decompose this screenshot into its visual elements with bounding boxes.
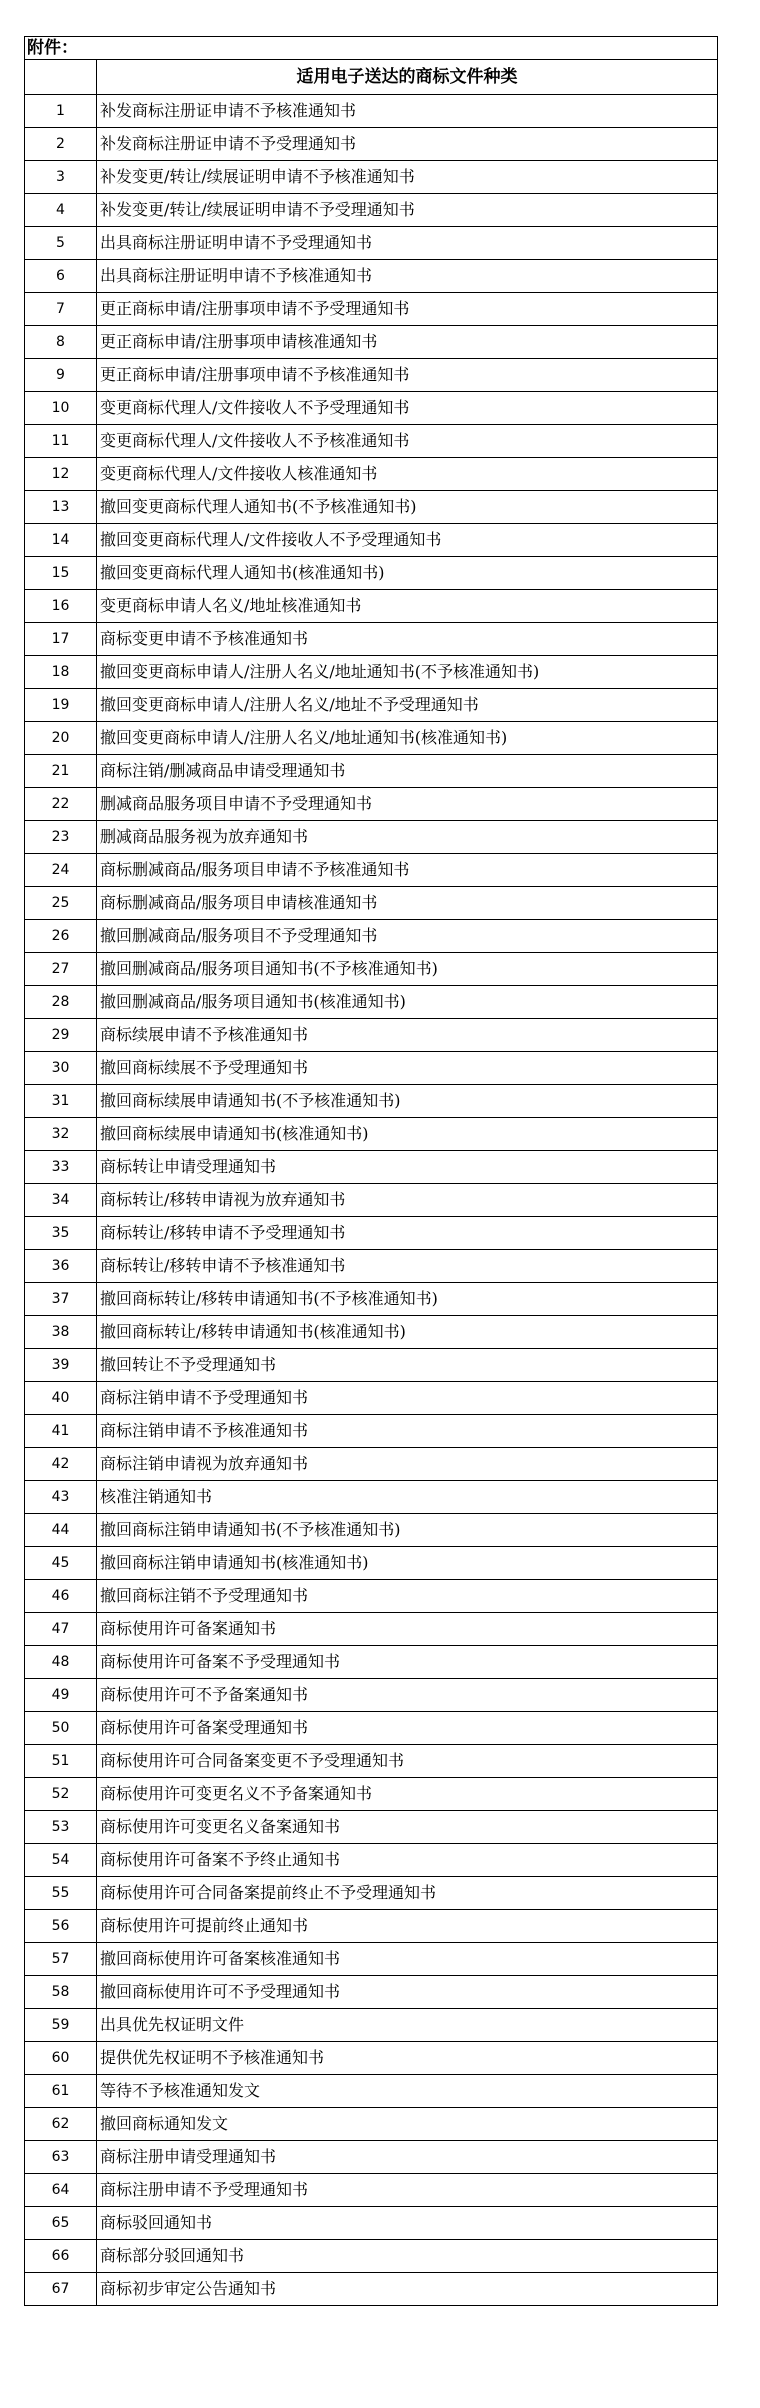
table-row [25,1349,718,1382]
row-number-cell[interactable]: 22 [25,788,97,821]
table-row [25,161,718,194]
row-number-cell[interactable]: 56 [25,1910,97,1943]
document-name-cell[interactable]: 商标转让/移转申请不予受理通知书 [97,1217,718,1250]
row-number-cell[interactable]: 54 [25,1844,97,1877]
table-row [25,95,718,128]
row-number-cell[interactable]: 17 [25,623,97,656]
document-name-cell[interactable]: 撤回变更商标代理人通知书(核准通知书) [97,557,718,590]
table-row [25,2174,718,2207]
document-name-cell[interactable]: 补发商标注册证申请不予受理通知书 [97,128,718,161]
row-number-cell[interactable]: 32 [25,1118,97,1151]
table-row [25,491,718,524]
row-number-cell[interactable]: 43 [25,1481,97,1514]
row-number-cell[interactable]: 55 [25,1877,97,1910]
row-number-cell[interactable]: 61 [25,2075,97,2108]
table-title[interactable]: 适用电子送达的商标文件种类 [97,60,718,95]
row-number-cell[interactable]: 4 [25,194,97,227]
row-number-cell[interactable]: 29 [25,1019,97,1052]
document-name-cell[interactable]: 变更商标申请人名义/地址核准通知书 [97,590,718,623]
row-number-cell[interactable]: 47 [25,1613,97,1646]
document-name-cell[interactable]: 商标驳回通知书 [97,2207,718,2240]
table-row [25,326,718,359]
document-name-cell[interactable]: 撤回删减商品/服务项目通知书(核准通知书) [97,986,718,1019]
row-number-cell[interactable]: 39 [25,1349,97,1382]
document-name-cell[interactable]: 撤回删减商品/服务项目通知书(不予核准通知书) [97,953,718,986]
row-number-cell[interactable]: 41 [25,1415,97,1448]
table-row [25,887,718,920]
table-row [25,1448,718,1481]
document-name-cell[interactable]: 商标注销申请不予核准通知书 [97,1415,718,1448]
table-row [25,1316,718,1349]
row-number-cell[interactable]: 49 [25,1679,97,1712]
row-number-cell[interactable]: 16 [25,590,97,623]
table-row [25,425,718,458]
row-number-cell[interactable]: 14 [25,524,97,557]
row-number-cell[interactable]: 40 [25,1382,97,1415]
document-name-cell[interactable]: 更正商标申请/注册事项申请不予核准通知书 [97,359,718,392]
row-number-cell[interactable]: 19 [25,689,97,722]
table-row [25,1910,718,1943]
document-name-cell[interactable]: 撤回变更商标代理人通知书(不予核准通知书) [97,491,718,524]
document-name-cell[interactable]: 商标使用许可合同备案提前终止不予受理通知书 [97,1877,718,1910]
row-number-cell[interactable]: 51 [25,1745,97,1778]
table-row [25,227,718,260]
row-number-cell[interactable]: 57 [25,1943,97,1976]
document-name-cell[interactable]: 商标注册申请受理通知书 [97,2141,718,2174]
table-body [25,37,718,2306]
document-name-cell[interactable]: 撤回商标注销不予受理通知书 [97,1580,718,1613]
table-row [25,2273,718,2306]
row-number-cell[interactable]: 37 [25,1283,97,1316]
document-name-cell[interactable]: 等待不予核准通知发文 [97,2075,718,2108]
document-name-cell[interactable]: 商标使用许可变更名义不予备案通知书 [97,1778,718,1811]
attachment-row [25,37,718,60]
row-number-cell[interactable]: 13 [25,491,97,524]
row-number-cell[interactable]: 6 [25,260,97,293]
document-name-cell[interactable]: 核准注销通知书 [97,1481,718,1514]
table-row [25,953,718,986]
document-name-cell[interactable]: 商标使用许可备案不予终止通知书 [97,1844,718,1877]
table-row [25,1250,718,1283]
row-number-cell[interactable]: 1 [25,95,97,128]
table-row [25,392,718,425]
row-number-cell[interactable]: 45 [25,1547,97,1580]
document-name-cell[interactable]: 更正商标申请/注册事项申请核准通知书 [97,326,718,359]
row-number-cell[interactable]: 36 [25,1250,97,1283]
table-row [25,1217,718,1250]
document-name-cell[interactable]: 商标初步审定公告通知书 [97,2273,718,2306]
document-name-cell[interactable]: 撤回删减商品/服务项目不予受理通知书 [97,920,718,953]
row-number-cell[interactable]: 33 [25,1151,97,1184]
row-number-cell[interactable]: 62 [25,2108,97,2141]
document-name-cell[interactable]: 商标转让申请受理通知书 [97,1151,718,1184]
table-row [25,821,718,854]
row-number-cell[interactable]: 34 [25,1184,97,1217]
document-name-cell[interactable]: 更正商标申请/注册事项申请不予受理通知书 [97,293,718,326]
table-row [25,1382,718,1415]
row-number-cell[interactable]: 11 [25,425,97,458]
table-row [25,689,718,722]
table-row [25,2075,718,2108]
document-name-cell[interactable]: 撤回商标使用许可备案核准通知书 [97,1943,718,1976]
row-number-cell[interactable]: 30 [25,1052,97,1085]
table-row [25,1844,718,1877]
row-number-cell[interactable]: 25 [25,887,97,920]
table-row [25,755,718,788]
table-row [25,458,718,491]
row-number-cell[interactable]: 59 [25,2009,97,2042]
row-number-cell[interactable]: 67 [25,2273,97,2306]
row-number-cell[interactable]: 35 [25,1217,97,1250]
row-number-cell[interactable]: 5 [25,227,97,260]
trademark-document-table [24,36,718,2306]
table-row [25,2240,718,2273]
row-number-cell[interactable]: 20 [25,722,97,755]
document-name-cell[interactable]: 撤回商标通知发文 [97,2108,718,2141]
table-row [25,2009,718,2042]
table-row [25,2207,718,2240]
row-number-cell[interactable]: 60 [25,2042,97,2075]
document-name-cell[interactable]: 商标注册申请不予受理通知书 [97,2174,718,2207]
table-row [25,1283,718,1316]
table-row [25,1778,718,1811]
document-name-cell[interactable]: 变更商标代理人/文件接收人不予受理通知书 [97,392,718,425]
document-name-cell[interactable]: 商标注销申请不予受理通知书 [97,1382,718,1415]
document-name-cell[interactable]: 商标转让/移转申请视为放弃通知书 [97,1184,718,1217]
table-row [25,1976,718,2009]
document-name-cell[interactable]: 出具商标注册证明申请不予核准通知书 [97,260,718,293]
table-row [25,590,718,623]
row-number-cell[interactable]: 23 [25,821,97,854]
document-name-cell[interactable]: 撤回变更商标申请人/注册人名义/地址通知书(不予核准通知书) [97,656,718,689]
row-number-cell[interactable]: 65 [25,2207,97,2240]
row-number-cell[interactable]: 12 [25,458,97,491]
document-name-cell[interactable]: 商标转让/移转申请不予核准通知书 [97,1250,718,1283]
document-name-cell[interactable]: 撤回变更商标申请人/注册人名义/地址通知书(核准通知书) [97,722,718,755]
table-row [25,1580,718,1613]
row-number-cell[interactable]: 8 [25,326,97,359]
table-row [25,1943,718,1976]
row-number-cell[interactable]: 24 [25,854,97,887]
row-number-cell[interactable]: 48 [25,1646,97,1679]
table-row [25,1151,718,1184]
table-row [25,854,718,887]
row-number-cell[interactable]: 63 [25,2141,97,2174]
row-number-cell[interactable]: 44 [25,1514,97,1547]
row-number-cell[interactable]: 64 [25,2174,97,2207]
document-name-cell[interactable]: 商标使用许可备案受理通知书 [97,1712,718,1745]
document-name-cell[interactable]: 商标使用许可合同备案变更不予受理通知书 [97,1745,718,1778]
table-row [25,260,718,293]
document-name-cell[interactable]: 商标使用许可备案通知书 [97,1613,718,1646]
document-name-cell[interactable]: 提供优先权证明不予核准通知书 [97,2042,718,2075]
row-number-cell[interactable]: 31 [25,1085,97,1118]
table-row [25,788,718,821]
row-number-cell[interactable]: 52 [25,1778,97,1811]
document-name-cell[interactable]: 补发变更/转让/续展证明申请不予核准通知书 [97,161,718,194]
row-number-cell[interactable]: 38 [25,1316,97,1349]
table-row [25,293,718,326]
row-number-cell[interactable]: 18 [25,656,97,689]
row-number-cell[interactable]: 53 [25,1811,97,1844]
row-number-cell[interactable]: 7 [25,293,97,326]
document-name-cell[interactable]: 出具优先权证明文件 [97,2009,718,2042]
row-number-cell[interactable]: 2 [25,128,97,161]
document-name-cell[interactable]: 商标部分驳回通知书 [97,2240,718,2273]
table-row [25,1547,718,1580]
document-name-cell[interactable]: 商标使用许可不予备案通知书 [97,1679,718,1712]
table-row [25,128,718,161]
table-row [25,194,718,227]
row-number-cell[interactable]: 21 [25,755,97,788]
table-row [25,1415,718,1448]
table-row [25,1184,718,1217]
document-name-cell[interactable]: 撤回商标续展申请通知书(不予核准通知书) [97,1085,718,1118]
row-number-cell[interactable]: 9 [25,359,97,392]
table-row [25,1052,718,1085]
document-name-cell[interactable]: 撤回商标注销申请通知书(不予核准通知书) [97,1514,718,1547]
table-row [25,1118,718,1151]
document-name-cell[interactable]: 商标删减商品/服务项目申请核准通知书 [97,887,718,920]
document-name-cell[interactable]: 商标使用许可提前终止通知书 [97,1910,718,1943]
document-name-cell[interactable]: 商标删减商品/服务项目申请不予核准通知书 [97,854,718,887]
table-row [25,1613,718,1646]
table-row [25,1679,718,1712]
table-row [25,1514,718,1547]
table-row [25,359,718,392]
document-name-cell[interactable]: 商标使用许可变更名义备案通知书 [97,1811,718,1844]
document-name-cell[interactable]: 撤回变更商标代理人/文件接收人不予受理通知书 [97,524,718,557]
document-name-cell[interactable]: 商标使用许可备案不予受理通知书 [97,1646,718,1679]
row-number-cell[interactable]: 27 [25,953,97,986]
row-number-cell[interactable]: 46 [25,1580,97,1613]
row-number-cell[interactable]: 10 [25,392,97,425]
header-row [25,60,718,95]
document-name-cell[interactable]: 撤回商标转让/移转申请通知书(不予核准通知书) [97,1283,718,1316]
table-row [25,2108,718,2141]
table-row [25,2042,718,2075]
row-number-cell[interactable]: 28 [25,986,97,1019]
row-number-cell[interactable]: 66 [25,2240,97,2273]
document-name-cell[interactable]: 商标变更申请不予核准通知书 [97,623,718,656]
document-name-cell[interactable]: 出具商标注册证明申请不予受理通知书 [97,227,718,260]
table-row [25,986,718,1019]
table-row [25,1811,718,1844]
document-name-cell[interactable]: 补发商标注册证申请不予核准通知书 [97,95,718,128]
document-name-cell[interactable]: 撤回商标转让/移转申请通知书(核准通知书) [97,1316,718,1349]
attachment-label[interactable]: 附件： [25,37,718,60]
table-row [25,1085,718,1118]
table-row [25,722,718,755]
document-name-cell[interactable]: 撤回商标续展不予受理通知书 [97,1052,718,1085]
table-row [25,1646,718,1679]
document-name-cell[interactable]: 撤回商标续展申请通知书(核准通知书) [97,1118,718,1151]
document-name-cell[interactable]: 撤回转让不予受理通知书 [97,1349,718,1382]
row-number-cell[interactable]: 3 [25,161,97,194]
table-row [25,524,718,557]
table-row [25,1877,718,1910]
document-name-cell[interactable]: 撤回变更商标申请人/注册人名义/地址不予受理通知书 [97,689,718,722]
document-name-cell[interactable]: 撤回商标使用许可不予受理通知书 [97,1976,718,2009]
document-name-cell[interactable]: 商标注销申请视为放弃通知书 [97,1448,718,1481]
document-name-cell[interactable]: 撤回商标注销申请通知书(核准通知书) [97,1547,718,1580]
document-name-cell[interactable]: 变更商标代理人/文件接收人不予核准通知书 [97,425,718,458]
table-row [25,1745,718,1778]
table-row [25,2141,718,2174]
table-row [25,623,718,656]
table-row [25,1712,718,1745]
document-name-cell[interactable]: 补发变更/转让/续展证明申请不予受理通知书 [97,194,718,227]
document-name-cell[interactable]: 删减商品服务项目申请不予受理通知书 [97,788,718,821]
row-number-cell[interactable]: 58 [25,1976,97,2009]
row-number-cell[interactable]: 26 [25,920,97,953]
table-row [25,920,718,953]
row-number-cell[interactable]: 42 [25,1448,97,1481]
document-name-cell[interactable]: 商标注销/删减商品申请受理通知书 [97,755,718,788]
document-name-cell[interactable]: 删减商品服务视为放弃通知书 [97,821,718,854]
row-number-cell[interactable]: 50 [25,1712,97,1745]
table-row [25,1481,718,1514]
document-name-cell[interactable]: 商标续展申请不予核准通知书 [97,1019,718,1052]
table-row [25,557,718,590]
document-name-cell[interactable]: 变更商标代理人/文件接收人核准通知书 [97,458,718,491]
row-number-cell[interactable]: 15 [25,557,97,590]
table-row [25,1019,718,1052]
header-number-cell[interactable] [25,60,97,95]
table-row [25,656,718,689]
